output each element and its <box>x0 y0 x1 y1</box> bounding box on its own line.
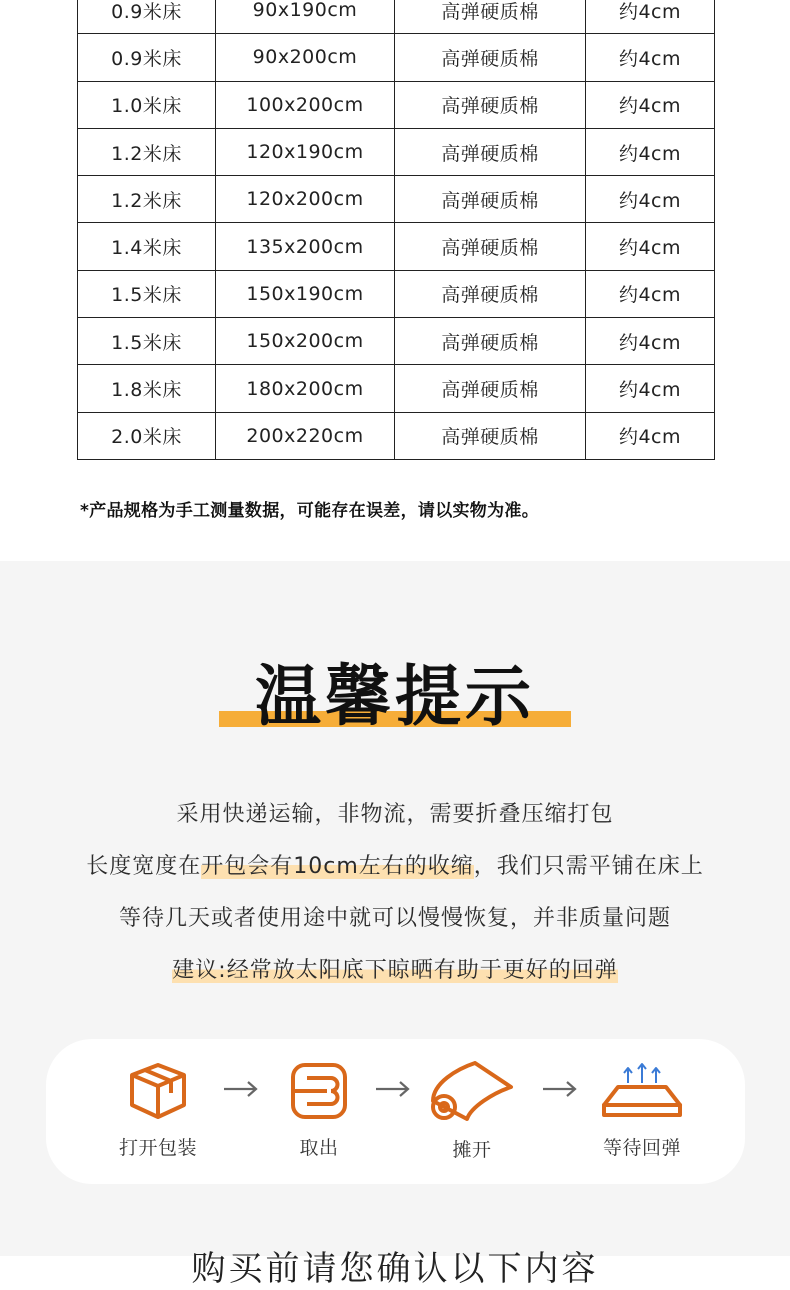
size-table <box>77 0 715 460</box>
thickness-cell: 约4cm <box>586 223 715 270</box>
dimension-cell: 200x220cm <box>216 412 395 459</box>
dimension-cell: 135x200cm <box>216 223 395 270</box>
dimension-cell: 120x200cm <box>216 176 395 223</box>
dimension-cell: 90x190cm <box>216 0 395 34</box>
table-row <box>78 81 715 128</box>
material-cell: 高弹硬质棉 <box>395 318 586 365</box>
unroll-icon <box>427 1061 517 1123</box>
step-label: 等待回弹 <box>602 1137 681 1159</box>
step-unroll <box>407 1061 537 1162</box>
step-open-package <box>93 1061 223 1160</box>
thickness-cell: 约4cm <box>586 128 715 175</box>
tips-title: 温馨提示 <box>255 658 535 735</box>
material-cell: 高弹硬质棉 <box>395 0 586 34</box>
bed-size-cell: 1.2米床 <box>78 128 216 175</box>
thickness-cell: 约4cm <box>586 412 715 459</box>
thickness-cell: 约4cm <box>586 176 715 223</box>
rolled-pad-icon <box>287 1061 351 1121</box>
dimension-cell: 120x190cm <box>216 128 395 175</box>
tip-line-4 <box>0 953 790 984</box>
steps-card <box>46 1039 745 1184</box>
tip-line-4-highlight: 建议:经常放太阳底下晾晒有助于更好的回弹 <box>172 958 618 983</box>
step-label: 摊开 <box>452 1139 492 1161</box>
material-cell: 高弹硬质棉 <box>395 34 586 81</box>
table-row <box>78 412 715 459</box>
tip-line-3: 等待几天或者使用途中就可以慢慢恢复，并非质量问题 <box>118 906 671 931</box>
material-cell: 高弹硬质棉 <box>395 223 586 270</box>
bed-size-cell: 0.9米床 <box>78 34 216 81</box>
tip-line-1: 采用快递运输，非物流，需要折叠压缩打包 <box>176 802 614 827</box>
table-row <box>78 128 715 175</box>
rebound-icon <box>600 1061 684 1121</box>
table-row <box>78 223 715 270</box>
table-row <box>78 176 715 223</box>
tips-section <box>0 561 790 1289</box>
thickness-cell: 约4cm <box>586 365 715 412</box>
table-row <box>78 365 715 412</box>
step-wait-rebound <box>577 1061 707 1160</box>
bed-size-cell: 1.5米床 <box>78 270 216 317</box>
bed-size-cell: 1.0米床 <box>78 81 216 128</box>
thickness-cell: 约4cm <box>586 318 715 365</box>
box-icon <box>126 1061 190 1121</box>
next-section-heading: 购买前请您确认以下内容 <box>191 1249 599 1289</box>
measurement-note: *产品规格为手工测量数据，可能存在误差，请以实物为准。 <box>80 501 539 521</box>
material-cell: 高弹硬质棉 <box>395 270 586 317</box>
dimension-cell: 180x200cm <box>216 365 395 412</box>
dimension-cell: 150x200cm <box>216 318 395 365</box>
tip-line-2 <box>0 849 790 880</box>
material-cell: 高弹硬质棉 <box>395 365 586 412</box>
thickness-cell: 约4cm <box>586 270 715 317</box>
material-cell: 高弹硬质棉 <box>395 176 586 223</box>
tip-line-2-post: ，我们只需平铺在床上 <box>473 854 704 879</box>
thickness-cell: 约4cm <box>586 34 715 81</box>
dimension-cell: 90x200cm <box>216 34 395 81</box>
tip-line-2-highlight: 开包会有10cm左右的收缩 <box>201 854 474 879</box>
step-label: 取出 <box>299 1137 339 1159</box>
material-cell: 高弹硬质棉 <box>395 81 586 128</box>
dimension-cell: 100x200cm <box>216 81 395 128</box>
material-cell: 高弹硬质棉 <box>395 128 586 175</box>
bed-size-cell: 1.2米床 <box>78 176 216 223</box>
bed-size-cell: 2.0米床 <box>78 412 216 459</box>
bed-size-cell: 0.9米床 <box>78 0 216 34</box>
arrow-right-icon <box>541 1079 579 1099</box>
bed-size-cell: 1.8米床 <box>78 365 216 412</box>
table-row <box>78 318 715 365</box>
table-row <box>78 0 715 34</box>
bed-size-cell: 1.5米床 <box>78 318 216 365</box>
size-table-body <box>78 0 715 459</box>
thickness-cell: 约4cm <box>586 81 715 128</box>
bed-size-cell: 1.4米床 <box>78 223 216 270</box>
dimension-cell: 150x190cm <box>216 270 395 317</box>
table-row <box>78 34 715 81</box>
step-label: 打开包装 <box>118 1137 197 1159</box>
step-take-out <box>254 1061 384 1160</box>
thickness-cell: 约4cm <box>586 0 715 34</box>
material-cell: 高弹硬质棉 <box>395 412 586 459</box>
table-row <box>78 270 715 317</box>
tip-line-2-pre: 长度宽度在 <box>86 854 202 879</box>
